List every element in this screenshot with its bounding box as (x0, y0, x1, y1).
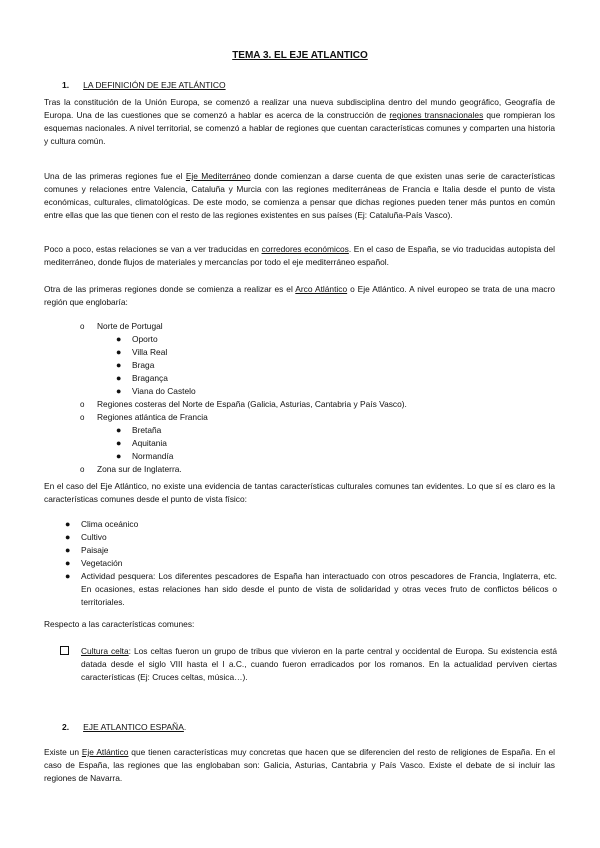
list-item (65, 544, 557, 557)
paragraph-5: En el caso del Eje Atlántico, no existe una evidencia de tantas características culturales comunes tan evidentes. Lo que sí es claro es la características comunes desde el punto de vista físico: (44, 481, 555, 504)
paragraph-1-underlined: regiones transnacionales (389, 110, 484, 120)
list-item-label: Zona sur de Inglaterra. (97, 464, 182, 474)
paragraph-4-text-a: Otra de las primeras regiones donde se comienza a realizar es el (44, 284, 296, 294)
list-item (116, 437, 557, 450)
paragraph-4-underlined: Arco Atlántico (295, 284, 348, 294)
paragraph-6: Respecto a las características comunes: (44, 619, 195, 629)
o-marker: o (80, 322, 85, 331)
list-item (65, 557, 557, 570)
list-item (116, 359, 557, 372)
paragraph-4-text-b: o Eje Atlántico. A nivel europeo se trata de una macro región que englobaría: (44, 284, 555, 307)
list-item-label: Normandía (132, 451, 174, 461)
portugal-sublist (97, 333, 557, 398)
list-item-label: Bretaña (132, 425, 162, 435)
list-item-label: Actividad pesquera: Los diferentes pescadores de España han interactuado con otros pescadores de Francia, Inglaterra, etc. En ocasiones, estas relaciones han sido desde el punto de vista de solidaridad y otras veces fruto de conflictos bélicos o territoriales. (81, 571, 557, 607)
list-item (116, 346, 557, 359)
section-2-title: EJE ATLANTICO ESPAÑA (83, 722, 184, 732)
bullet-dot: ● (116, 386, 122, 396)
celtic-culture-item (81, 645, 557, 684)
celtic-culture-label: Cultura celta (81, 646, 129, 656)
list-item-label: Viana do Castelo (132, 386, 196, 396)
list-item-label: Paisaje (81, 545, 109, 555)
list-item-label: Regiones costeras del Norte de España (Galicia, Asturias, Cantabria y País Vasco). (97, 399, 407, 409)
document-title: TEMA 3. EL EJE ATLANTICO (232, 50, 368, 61)
paragraph-3-text-b: . En el caso de España, se vio traducidas autopista del mediterráneo, donde flujos de materiales y mercancías por todo el eje mediterráneo español. (44, 244, 555, 267)
bullet-dot: ● (116, 451, 122, 461)
paragraph-3-text-a: Poco a poco, estas relaciones se van a ver traducidas en (44, 244, 262, 254)
bullet-dot: ● (116, 334, 122, 344)
list-item-label: Cultivo (81, 532, 107, 542)
paragraph-3-underlined: corredores económicos (261, 244, 349, 254)
section-2-heading (62, 722, 186, 732)
paragraph-7-text-b: que tienen características muy concretas que hacen que se diferencien del resto de religiones de España. En el caso de España, las regiones que las englobaban son: Galicia, Asturias, Cantabria y País Vasco. Existe el debate de si incluir las regiones de Navarra. (44, 747, 555, 783)
bullet-dot: ● (116, 425, 122, 435)
bullet-dot: ● (116, 438, 122, 448)
regions-list (80, 320, 557, 476)
list-item-label: Villa Real (132, 347, 168, 357)
paragraph-2-text-a: Una de las primeras regiones fue el (44, 171, 186, 181)
list-item (65, 570, 557, 609)
list-item-label: Norte de Portugal (97, 321, 163, 331)
list-item-label: Vegetación (81, 558, 123, 568)
paragraph-3 (44, 243, 555, 269)
bullet-dot: ● (65, 519, 71, 529)
paragraph-7 (44, 746, 555, 785)
list-item (116, 424, 557, 437)
section-2-number: 2. (62, 722, 70, 732)
section-1-title: LA DEFINICIÓN DE EJE ATLÁNTICO (83, 80, 226, 90)
paragraph-2-text-b: donde comienzan a darse cuenta de que existen unas serie de características comunes y relaciones entre Valencia, Cataluña y Murcia con las regiones mediterráneas de Francia e Italia desde el punto de vista económicas, culturales, climatológicas. De este modo, se comienza a pensar que dichas regiones pueden tener más puntos en común entre ellas que las que tienen con el resto de las regiones existentes en sus países (Ej: Cataluña-País Vasco). (44, 171, 555, 220)
list-item (116, 450, 557, 463)
list-item (80, 411, 557, 463)
o-marker: o (80, 400, 85, 409)
list-item-label: Aquitania (132, 438, 167, 448)
paragraph-1 (44, 96, 555, 148)
section-1-number: 1. (62, 80, 70, 90)
list-item-label: Braga (132, 360, 155, 370)
list-item-label: Bragança (132, 373, 168, 383)
paragraph-2-underlined: Eje Mediterráneo (185, 171, 251, 181)
bullet-dot: ● (65, 545, 71, 555)
list-item (80, 320, 557, 398)
list-item-label: Clima oceánico (81, 519, 139, 529)
bullet-dot: ● (116, 347, 122, 357)
list-item-label: Oporto (132, 334, 158, 344)
bullet-dot: ● (65, 532, 71, 542)
list-item (116, 385, 557, 398)
list-item (80, 398, 557, 411)
paragraph-4 (44, 283, 555, 309)
bullet-dot: ● (116, 360, 122, 370)
checkbox-square-icon (60, 646, 69, 655)
paragraph-2 (44, 170, 555, 222)
celtic-culture-text: : Los celtas fueron un grupo de tribus que vivieron en la parte central y occidental de Europa. Su existencia está datada desde el siglo VIII hasta el I a.C., cuando fueron erradicados por los romanos. En la actualidad perviven ciertas características (Ej: Cruces celtas, música…). (81, 646, 558, 682)
section-2-period: . (183, 722, 187, 732)
list-item (65, 518, 557, 531)
list-item (116, 333, 557, 346)
list-item-label: Regiones atlántica de Francia (97, 412, 208, 422)
paragraph-7-text-a: Existe un (44, 747, 82, 757)
list-item (116, 372, 557, 385)
list-item (80, 463, 557, 476)
list-item (65, 531, 557, 544)
bullet-dot: ● (116, 373, 122, 383)
bullet-dot: ● (65, 571, 71, 581)
france-sublist (97, 424, 557, 463)
bullet-dot: ● (65, 558, 71, 568)
section-1-heading (62, 80, 226, 90)
paragraph-1-text-b: que rompieran los esquemas nacionales. A nivel territorial, se comenzó a hablar de regiones que cuentan características comunes y comparten una historia y cultura común. (44, 110, 555, 146)
paragraph-1-text-a: Tras la constitución de la Unión Europa, se comenzó a realizar una nueva subdisciplina dentro del mundo geográfico, Geografía de Europa. Una de las cuestiones que se comenzó a hablar es acerca de la construcción de (44, 97, 555, 120)
o-marker: o (80, 413, 85, 422)
physical-features-list (65, 518, 557, 609)
o-marker: o (80, 465, 85, 474)
paragraph-7-underlined: Eje Atlántico (81, 747, 129, 757)
